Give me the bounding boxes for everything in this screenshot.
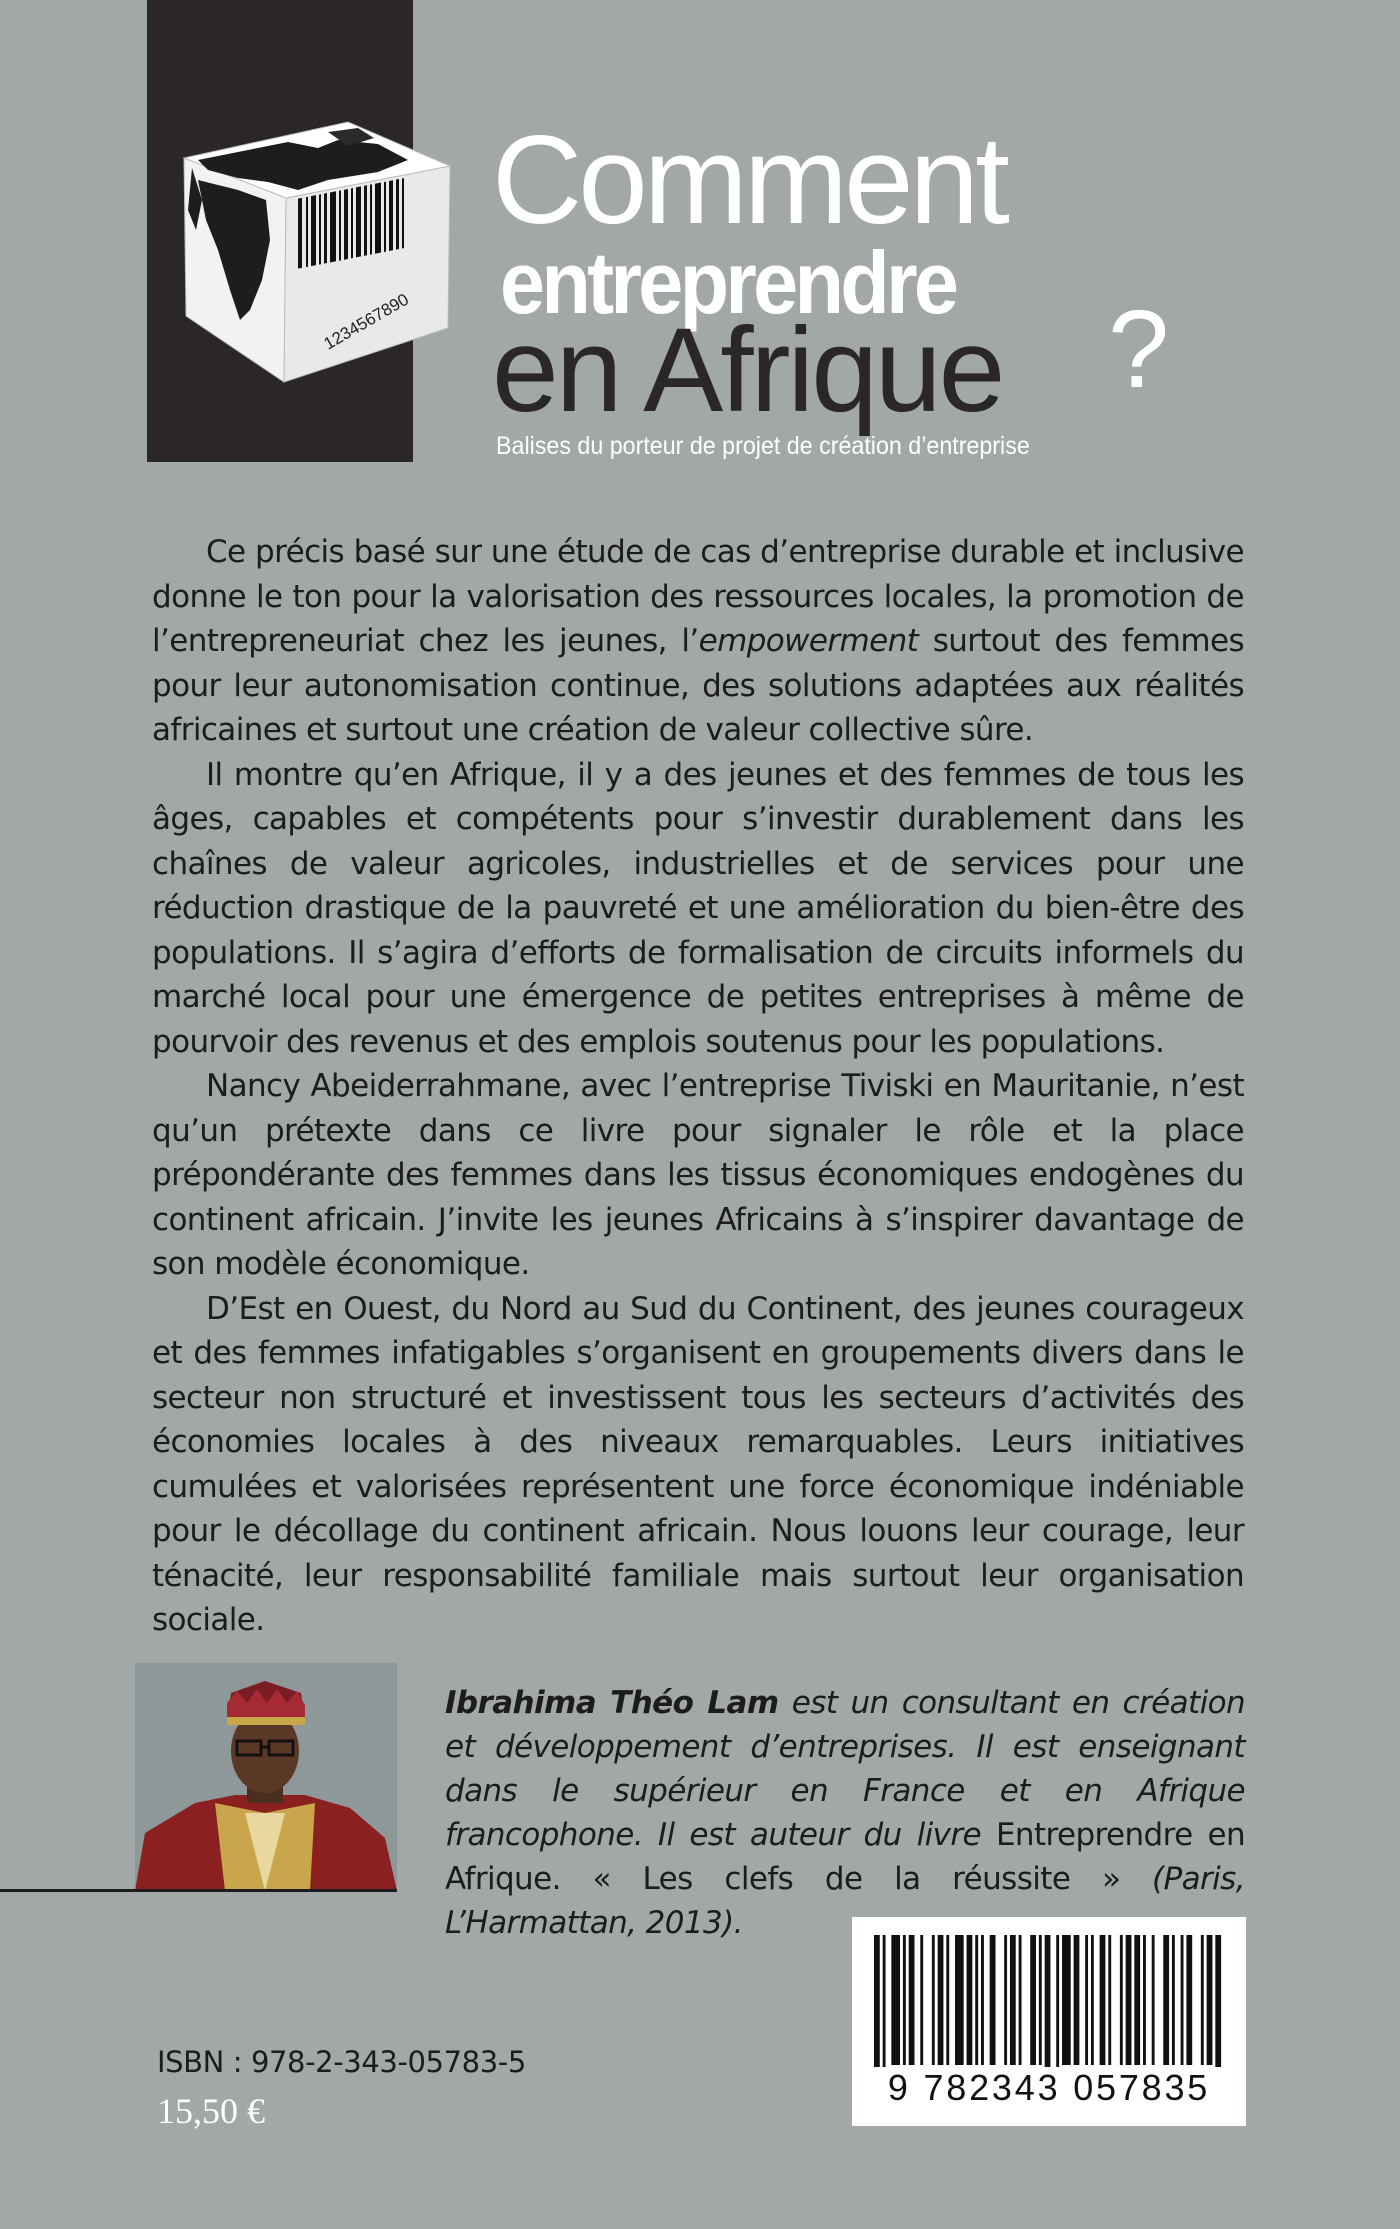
barcode-bar: [1108, 1935, 1111, 2065]
title-line-2: entreprendre: [500, 233, 956, 332]
barcode-bar: [1207, 1935, 1213, 2065]
barcode-bar: [1152, 1935, 1155, 2065]
blurb-text: [152, 530, 1244, 1643]
barcode-bar: [1074, 1935, 1080, 2065]
barcode-bar: [990, 1935, 996, 2065]
barcode-bar: [920, 1935, 923, 2065]
barcode-bar: [967, 1935, 973, 2065]
barcode-bar: [1126, 1935, 1132, 2065]
barcode-bar: [938, 1935, 944, 2065]
blurb-paragraph-3: Nancy Abeiderrahmane, avec l’entreprise Tiviski en Mauritanie, n’est qu’un prétexte dans ce livre pour signaler le rôle et la place prépondérante des femmes dans les tissus économiques endogènes du continent africain. J’invite les jeunes Africains à s’inspirer davantage de son modèle économique.: [152, 1068, 1244, 1282]
barcode-bar: [1186, 1935, 1192, 2065]
barcode-bar: [1010, 1935, 1016, 2065]
book-title: Entreprendre en Afrique. « Les clefs de la réussite »: [445, 1817, 1245, 1897]
barcode-bar: [1163, 1935, 1169, 2065]
portrait-divider: [0, 1889, 397, 1892]
barcode-bar: [1181, 1935, 1184, 2065]
barcode-digits: 9 782343 057835: [887, 2067, 1211, 2108]
barcode-bar: [891, 1935, 900, 2065]
barcode-bar: [1085, 1935, 1088, 2065]
barcode-bar: [909, 1935, 915, 2065]
barcode-bar: [1045, 1935, 1051, 2067]
barcode-bar: [932, 1935, 935, 2065]
barcode-bar: [874, 1935, 880, 2067]
isbn: ISBN : 978-2-343-05783-5: [157, 2045, 526, 2079]
barcode-bar: [903, 1935, 906, 2065]
title-line-1: Comment: [492, 111, 1006, 250]
blurb-paragraph-1: Ce précis basé sur une étude de cas d’entreprise durable et inclusive donne le ton pour la valorisation des ressources locales, la promotion de l’entrepreneuriat chez les jeunes, l’empowerment surtout des femmes pour leur autonomisation continue, des solutions adaptées aux réalités africaines et surtout une création de valeur collective sûre.: [152, 534, 1245, 748]
barcode-bar: [1120, 1935, 1123, 2065]
barcode-bar: [883, 1935, 886, 2067]
ean-barcode-bars: [852, 1917, 1246, 2067]
ean-barcode: [852, 1917, 1246, 2126]
author-name: Ibrahima Théo Lam: [445, 1685, 779, 1721]
barcode-cube-illustration: [178, 120, 468, 410]
cube-barcode-number: 1234567890: [320, 289, 412, 354]
barcode-bar: [1172, 1935, 1175, 2065]
barcode-bar: [1091, 1935, 1094, 2065]
barcode-bar: [1143, 1935, 1146, 2065]
blurb-paragraph-4: D’Est en Ouest, du Nord au Sud du Continent, des jeunes courageux et des femmes infatigables s’organisent en groupements divers dans le secteur non structuré et investissent tous les secteurs d’activités des économies locales à des niveaux remarquables. Leurs initiatives cumulées et valorisées représentent une force économique indéniable pour le décollage du continent africain. Nous louons leur courage, leur ténacité, leur responsabilité familiale mais surtout leur organisation sociale.: [152, 1290, 1244, 1638]
title-question-mark: ?: [1108, 288, 1170, 411]
barcode-bar: [1201, 1935, 1204, 2065]
barcode-bar: [1100, 1935, 1106, 2065]
barcode-bar: [975, 1935, 978, 2065]
title-line-3: en Afrique: [492, 303, 1003, 437]
barcode-bar: [1019, 1935, 1022, 2065]
barcode-bar: [955, 1935, 964, 2065]
barcode-bar: [1215, 1935, 1221, 2067]
author-portrait: [135, 1663, 397, 1891]
barcode-bar: [981, 1935, 984, 2065]
barcode-bar: [1134, 1935, 1140, 2065]
subtitle: Balises du porteur de projet de création d’entreprise: [496, 432, 1030, 460]
barcode-bar: [946, 1935, 949, 2065]
price: 15,50 €: [157, 2091, 265, 2131]
blurb-paragraph-2: Il montre qu’en Afrique, il y a des jeunes et des femmes de tous les âges, capables et compétents pour s’investir durablement dans les chaînes de valeur agricoles, industrielles et de services pour une réduction drastique de la pauvreté et une amélioration du bien-être des populations. Il s’agira d’efforts de formalisation de circuits informels du marché local pour une émergence de petites entreprises à même de pourvoir des revenus et des emplois soutenus pour les populations.: [152, 756, 1244, 1060]
author-bio: Ibrahima Théo Lam est un consultant en création et développement d’entreprises. Il est enseignant dans le supérieur en France et en Afrique francophone. Il est auteur du livre Entreprendre en Afrique. « Les clefs de la réussite » (Paris, L’Harmattan, 2013).: [445, 1685, 1245, 1941]
barcode-bar: [1062, 1935, 1071, 2065]
barcode-bar: [1030, 1935, 1036, 2065]
barcode-bar: [1056, 1935, 1059, 2067]
barcode-bar: [1039, 1935, 1042, 2065]
barcode-bar: [1004, 1935, 1007, 2065]
